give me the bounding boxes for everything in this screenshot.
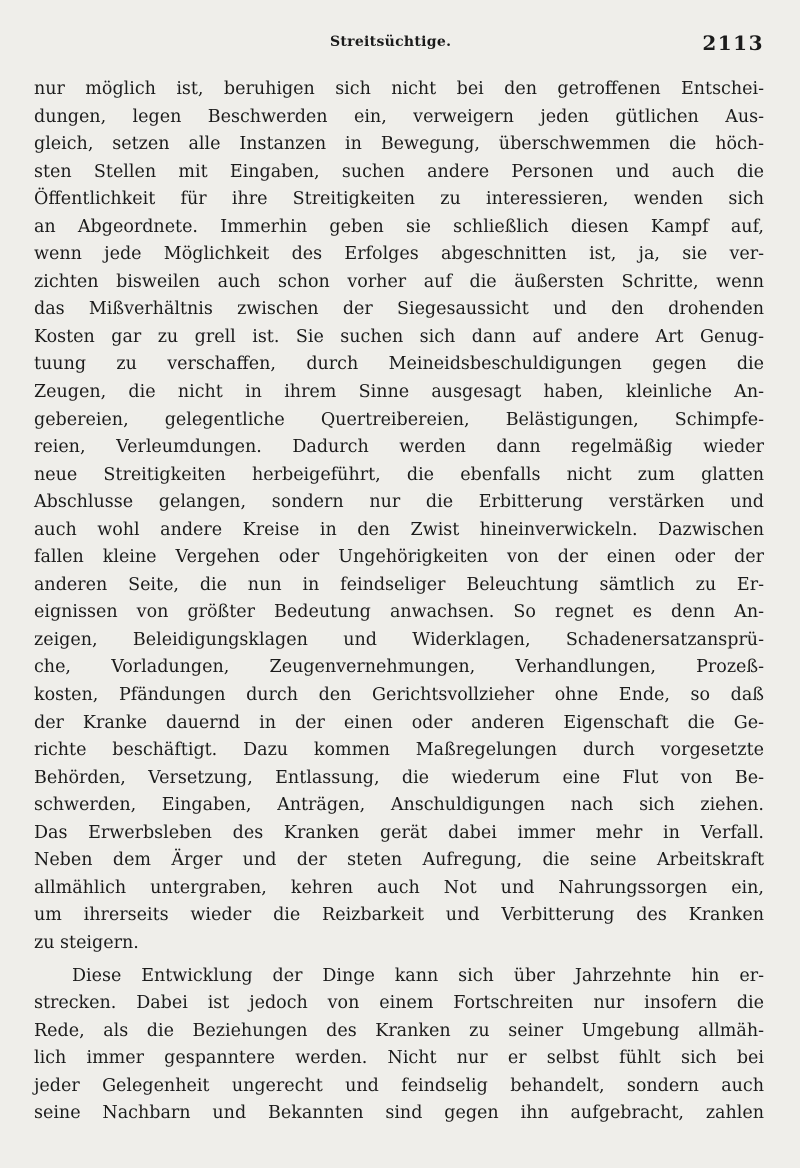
text-line: jeder Gelegenheit ungerecht und feindselig behandelt, sondern auch <box>34 1075 764 1096</box>
text-line: reien, Verleumdungen. Dadurch werden dann regelmäßig wieder <box>34 437 764 458</box>
text-line: zu steigern. <box>34 932 139 953</box>
text-line: anderen Seite, die nun in feindseliger Beleuchtung sämtlich zu Er- <box>34 574 764 595</box>
running-header <box>0 31 800 58</box>
text-line: zichten bisweilen auch schon vorher auf die äußersten Schritte, wenn <box>34 271 764 292</box>
text-line: gleich, setzen alle Instanzen in Bewegung, überschwemmen die höch- <box>34 134 764 155</box>
text-line: Abschlusse gelangen, sondern nur die Erbitterung verstärken und <box>34 492 764 513</box>
text-line: kosten, Pfändungen durch den Gerichtsvollzieher ohne Ende, so daß <box>34 685 764 706</box>
text-line: an Abgeordnete. Immerhin geben sie schließlich diesen Kampf auf, <box>34 216 764 237</box>
text-line: lich immer gespanntere werden. Nicht nur er selbst fühlt sich bei <box>34 1048 764 1069</box>
text-line: Diese Entwicklung der Dinge kann sich über Jahrzehnte hin er- <box>72 965 764 986</box>
text-line: auch wohl andere Kreise in den Zwist hineinverwickeln. Dazwischen <box>34 519 764 540</box>
text-line: gebereien, gelegentliche Quertreibereien, Belästigungen, Schimpfe- <box>34 409 764 430</box>
text-line: allmählich untergraben, kehren auch Not und Nahrungssorgen ein, <box>34 877 764 898</box>
text-line: strecken. Dabei ist jedoch von einem Fortschreiten nur insofern die <box>34 993 764 1014</box>
text-line: dungen, legen Beschwerden ein, verweigern jeden gütlichen Aus- <box>34 106 764 127</box>
text-line: Rede, als die Beziehungen des Kranken zu seiner Umgebung allmäh- <box>34 1020 764 1041</box>
text-line: Das Erwerbsleben des Kranken gerät dabei immer mehr in Verfall. <box>34 822 764 843</box>
text-line: seine Nachbarn und Bekannten sind gegen ihn aufgebracht, zahlen <box>34 1103 764 1124</box>
running-title: Streitsüchtige. <box>330 34 452 50</box>
text-line: richte beschäftigt. Dazu kommen Maßregelungen durch vorgesetzte <box>34 740 764 761</box>
text-line: Neben dem Ärger und der steten Aufregung, die seine Arbeitskraft <box>34 850 764 871</box>
text-line: che, Vorladungen, Zeugenvernehmungen, Verhandlungen, Prozeß- <box>34 657 764 678</box>
text-line: Zeugen, die nicht in ihrem Sinne ausgesagt haben, kleinliche An- <box>34 382 764 403</box>
text-line: sten Stellen mit Eingaben, suchen andere Personen und auch die <box>34 161 764 182</box>
text-line: eignissen von größter Bedeutung anwachsen. So regnet es denn An- <box>34 602 764 623</box>
text-line: nur möglich ist, beruhigen sich nicht bei den getroffenen Entschei- <box>34 79 764 99</box>
body-text <box>34 76 764 1128</box>
text-line: fallen kleine Vergehen oder Ungehörigkeiten von der einen oder der <box>34 547 764 568</box>
text-line: schwerden, Eingaben, Anträgen, Anschuldigungen nach sich ziehen. <box>34 795 764 816</box>
text-line: neue Streitigkeiten herbeigeführt, die ebenfalls nicht zum glatten <box>34 464 764 485</box>
text-line: Behörden, Versetzung, Entlassung, die wiederum eine Flut von Be- <box>34 767 764 788</box>
text-line: Kosten gar zu grell ist. Sie suchen sich dann auf andere Art Genug- <box>34 326 764 347</box>
text-line: tuung zu verschaffen, durch Meineidsbeschuldigungen gegen die <box>34 354 764 375</box>
text-line: das Mißverhältnis zwischen der Siegesaussicht und den drohenden <box>34 299 764 320</box>
text-line: wenn jede Möglichkeit des Erfolges abgeschnitten ist, ja, sie ver- <box>34 244 764 265</box>
text-line: Öffentlichkeit für ihre Streitigkeiten zu interessieren, wenden sich <box>34 189 764 210</box>
text-line: zeigen, Beleidigungsklagen und Widerklagen, Schadenersatzansprü- <box>34 629 764 650</box>
text-line: um ihrerseits wieder die Reizbarkeit und Verbitterung des Kranken <box>34 905 764 926</box>
text-line: der Kranke dauernd in der einen oder anderen Eigenschaft die Ge- <box>34 712 764 733</box>
page-number: 2113 <box>702 31 764 55</box>
